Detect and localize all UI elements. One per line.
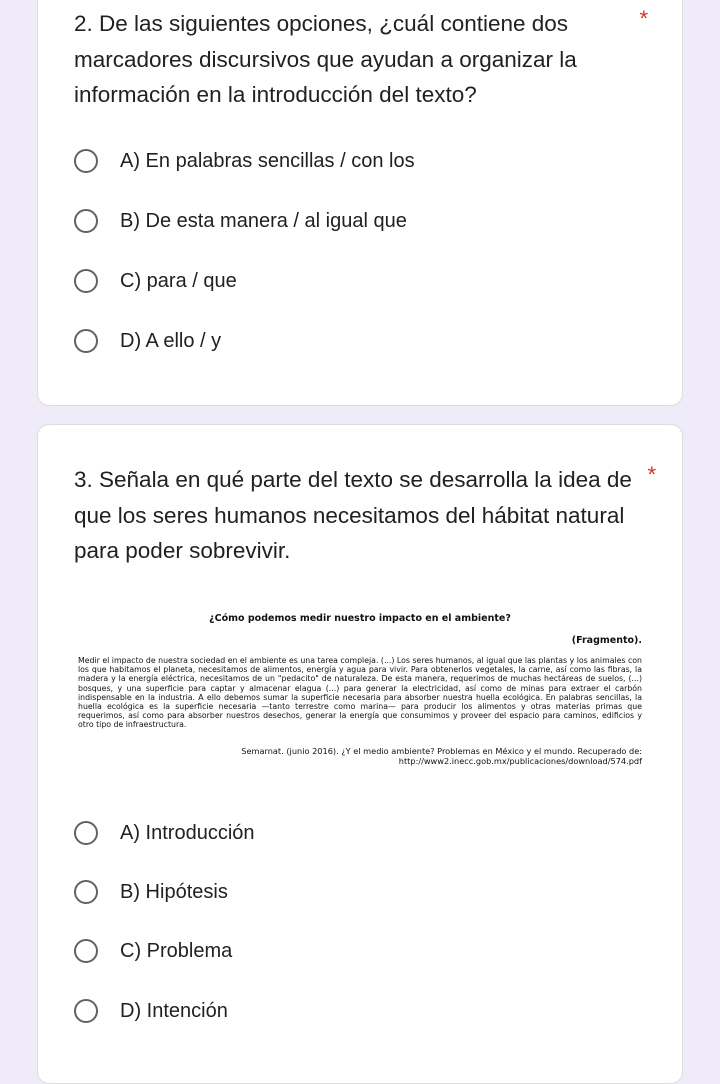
question-2-option-b[interactable] — [74, 206, 407, 236]
radio-button-icon[interactable] — [74, 999, 98, 1023]
option-label: A) Introducción — [120, 821, 255, 844]
text-fragment-image — [78, 613, 642, 767]
fragment-title: ¿Cómo podemos medir nuestro impacto en el ambiente? — [209, 613, 511, 624]
question-2-option-d[interactable] — [74, 326, 221, 356]
question-2-option-c[interactable] — [74, 266, 237, 296]
option-label: D) Intención — [120, 999, 228, 1022]
question-3-title: 3. Señala en qué parte del texto se desarrolla la idea de que los seres humanos necesitamos del hábitat natural para poder sobrevivir. — [74, 467, 632, 563]
citation-url: http://www2.inecc.gob.mx/publicaciones/download/574.pdf — [398, 756, 642, 767]
radio-button-icon[interactable] — [74, 821, 98, 845]
question-3-option-c[interactable] — [74, 936, 232, 966]
radio-button-icon[interactable] — [74, 329, 98, 353]
question-3-option-d[interactable] — [74, 996, 228, 1026]
question-2-option-a[interactable] — [74, 146, 415, 176]
radio-button-icon[interactable] — [74, 149, 98, 173]
option-label: C) para / que — [120, 269, 237, 292]
radio-button-icon[interactable] — [74, 880, 98, 904]
radio-button-icon[interactable] — [74, 939, 98, 963]
radio-button-icon[interactable] — [74, 269, 98, 293]
fragment-subtitle: (Fragmento). — [571, 635, 642, 646]
question-3-card — [37, 424, 683, 1084]
radio-button-icon[interactable] — [74, 209, 98, 233]
fragment-citation — [78, 746, 642, 767]
citation-line-1: Semarnat. (junio 2016). ¿Y el medio ambiente? Problemas en México y el mundo. Recuperado de: — [241, 745, 642, 756]
option-label: A) En palabras sencillas / con los — [120, 149, 415, 172]
fragment-body: Medir el impacto de nuestra sociedad en el ambiente es una tarea compleja. (...) Los seres humanos, al igual que las plantas y los animales con los que habitamos el planeta, necesitamos de alimentos, energía y agua para vivir. Para obtenerlos vegetales, la carne, así como las fibras, la madera y la energía eléctrica, necesitamos de un "pedacito" de naturaleza. De esta manera, requerimos de muchas hectáreas de suelos, (...) bosques, y una superficie para captar y almacenar elagua (...) para generar la electricidad, así como de minas para extraer el carbón indispensable en la industria. A ello debemos sumar la superficie necesaria para absorber nuestra huella ecológica. En palabras sencillas, la huella ecológica es la superficie necesaria —tanto terrestre como marina— para producir los alimentos y otras materias primas que requerimos, así como para absorber nuestros desechos, generar la energía que consumimos y proveer del espacio para caminos, edificios y otro tipo de infraestructura. — [78, 656, 642, 730]
required-asterisk: * — [647, 462, 656, 487]
required-asterisk: * — [639, 6, 648, 31]
option-label: B) De esta manera / al igual que — [120, 209, 407, 232]
question-3-option-a[interactable] — [74, 818, 255, 848]
option-label: B) Hipótesis — [120, 880, 228, 903]
question-2-card — [37, 0, 683, 406]
question-3-option-b[interactable] — [74, 877, 228, 907]
question-2-title: 2. De las siguientes opciones, ¿cuál contiene dos marcadores discursivos que ayudan a organizar la información en la introducción del texto? — [74, 11, 577, 107]
option-label: D) A ello / y — [120, 329, 222, 352]
option-label: C) Problema — [120, 939, 233, 962]
